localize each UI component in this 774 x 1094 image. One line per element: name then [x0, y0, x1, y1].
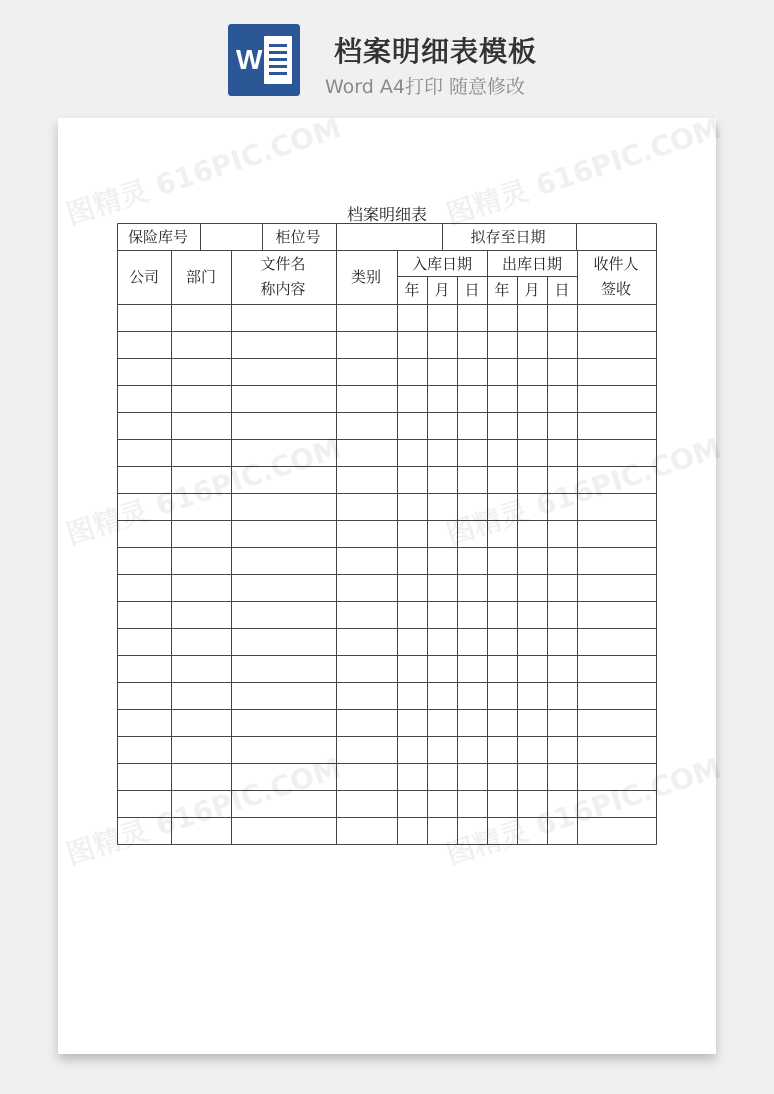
- safe-no-label: 保险库号: [127, 228, 189, 246]
- document-page: [58, 118, 716, 1054]
- cabinet-label: 柜位号: [275, 228, 321, 246]
- in-date-header: 入库日期: [411, 255, 473, 273]
- in-month-header: 月: [434, 281, 450, 299]
- document-title: 档案明细表: [346, 205, 427, 224]
- file-name-header-line1: 文件名: [260, 255, 306, 273]
- receiver-header-line1: 收件人: [593, 255, 639, 273]
- word-letter: W: [236, 44, 263, 75]
- template-header: [0, 0, 774, 110]
- archive-table: [117, 223, 657, 845]
- template-subtitle: Word A4打印 随意修改: [325, 76, 526, 98]
- category-header: 类别: [350, 268, 382, 286]
- file-name-header-line2: 称内容: [260, 280, 306, 298]
- template-title: 档案明细表模板: [334, 35, 538, 68]
- in-year-header: 年: [404, 281, 420, 299]
- word-icon: [228, 24, 300, 96]
- out-date-header: 出库日期: [501, 255, 563, 273]
- out-month-header: 月: [524, 281, 540, 299]
- out-year-header: 年: [494, 281, 510, 299]
- out-day-header: 日: [554, 281, 570, 299]
- department-header: 部门: [185, 268, 217, 286]
- company-header: 公司: [128, 268, 160, 286]
- in-day-header: 日: [464, 281, 480, 299]
- receiver-header-line2: 签收: [600, 280, 632, 298]
- storage-until-label: 拟存至日期: [470, 228, 546, 246]
